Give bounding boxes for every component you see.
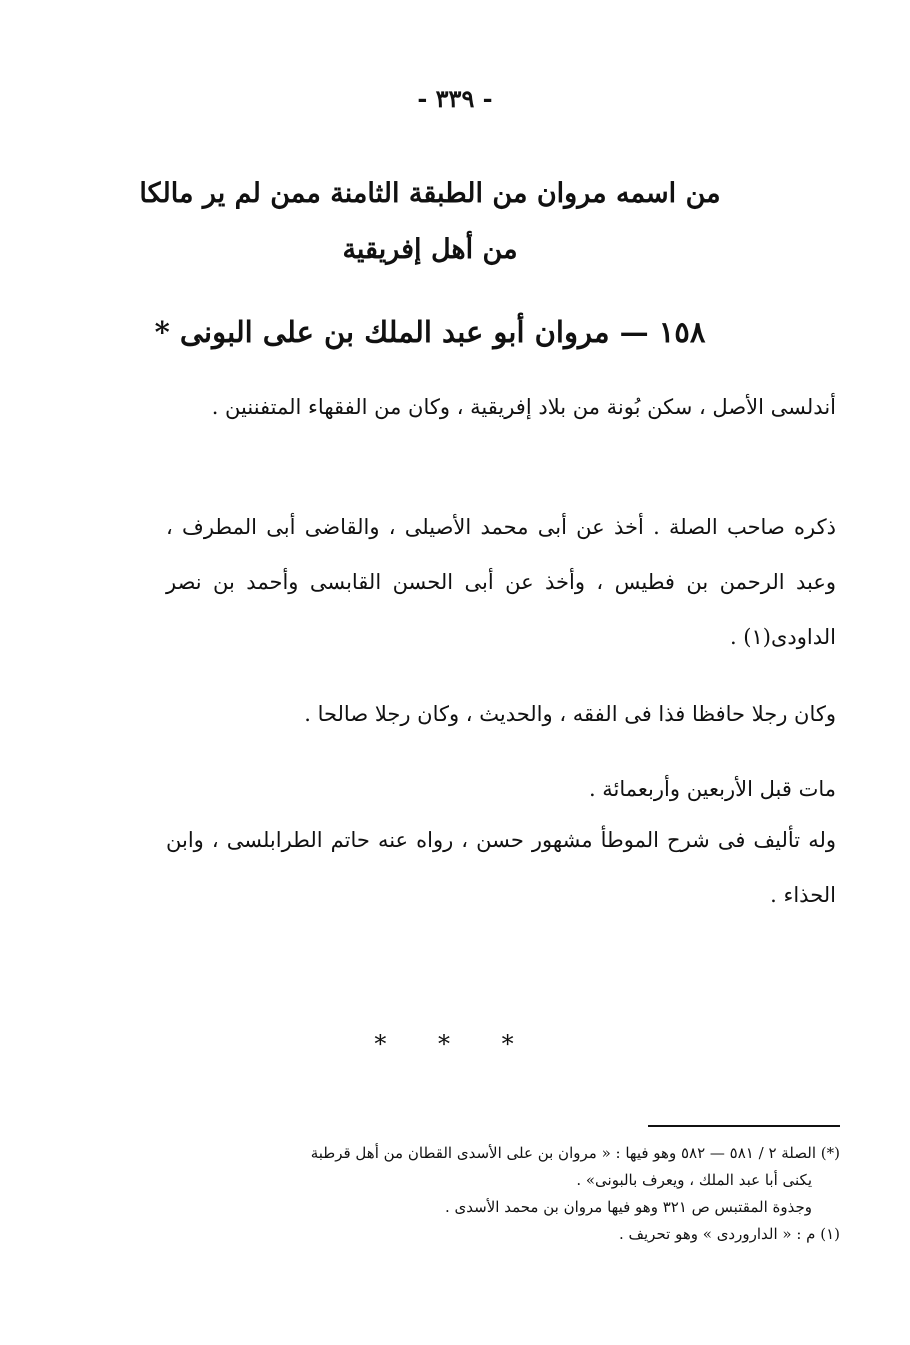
footnote-1: (١) م : « الداروردى » وهو تحريف . <box>618 1225 840 1243</box>
paragraph-works: وله تأليف فى شرح الموطأ مشهور حسن ، رواه عنه حاتم الطرابلسى ، وابن الحذاء . <box>166 828 836 907</box>
footnotes <box>160 1140 840 1248</box>
section-heading-line-1: من اسمه مروان من الطبقة الثامنة ممن لم ير مالكا <box>139 178 721 209</box>
footnote-divider <box>648 1125 840 1127</box>
paragraph-character: وكان رجلا حافظا فذا فى الفقه ، والحديث ، وكان رجلا صالحا . <box>304 702 836 726</box>
paragraph-teachers: ذكره صاحب الصلة . أخذ عن أبى محمد الأصيلى ، والقاضى أبى المطرف ، وعبد الرحمن بن فطيس ، وأخذ عن أبى الحسن القابسى وأحمد بن نصر الداودى(١) . <box>166 515 836 649</box>
paragraph-death: مات قبل الأربعين وأربعمائة . <box>588 777 836 801</box>
footnote-source-line-1: (*) الصلة ٢ / ٥٨١ — ٥٨٢ وهو فيها : « مروان بن على الأسدى القطان من أهل قرطبة <box>310 1144 840 1162</box>
section-separator: * * * <box>374 1030 536 1058</box>
footnote-source-line-2: يكنى أبا عبد الملك ، ويعرف بالبونى» . <box>576 1171 812 1189</box>
entry-title: ١٥٨ — مروان أبو عبد الملك بن على البونى * <box>154 315 706 349</box>
section-heading-line-2: من أهل إفريقية <box>342 234 518 265</box>
page-number: - ٣٣٩ - <box>417 84 493 113</box>
paragraph-origin: أندلسى الأصل ، سكن بُونة من بلاد إفريقية ، وكان من الفقهاء المتفننين . <box>211 395 836 419</box>
footnote-source-line-3: وجذوة المقتبس ص ٣٢١ وهو فيها مروان بن محمد الأسدى . <box>444 1198 812 1216</box>
